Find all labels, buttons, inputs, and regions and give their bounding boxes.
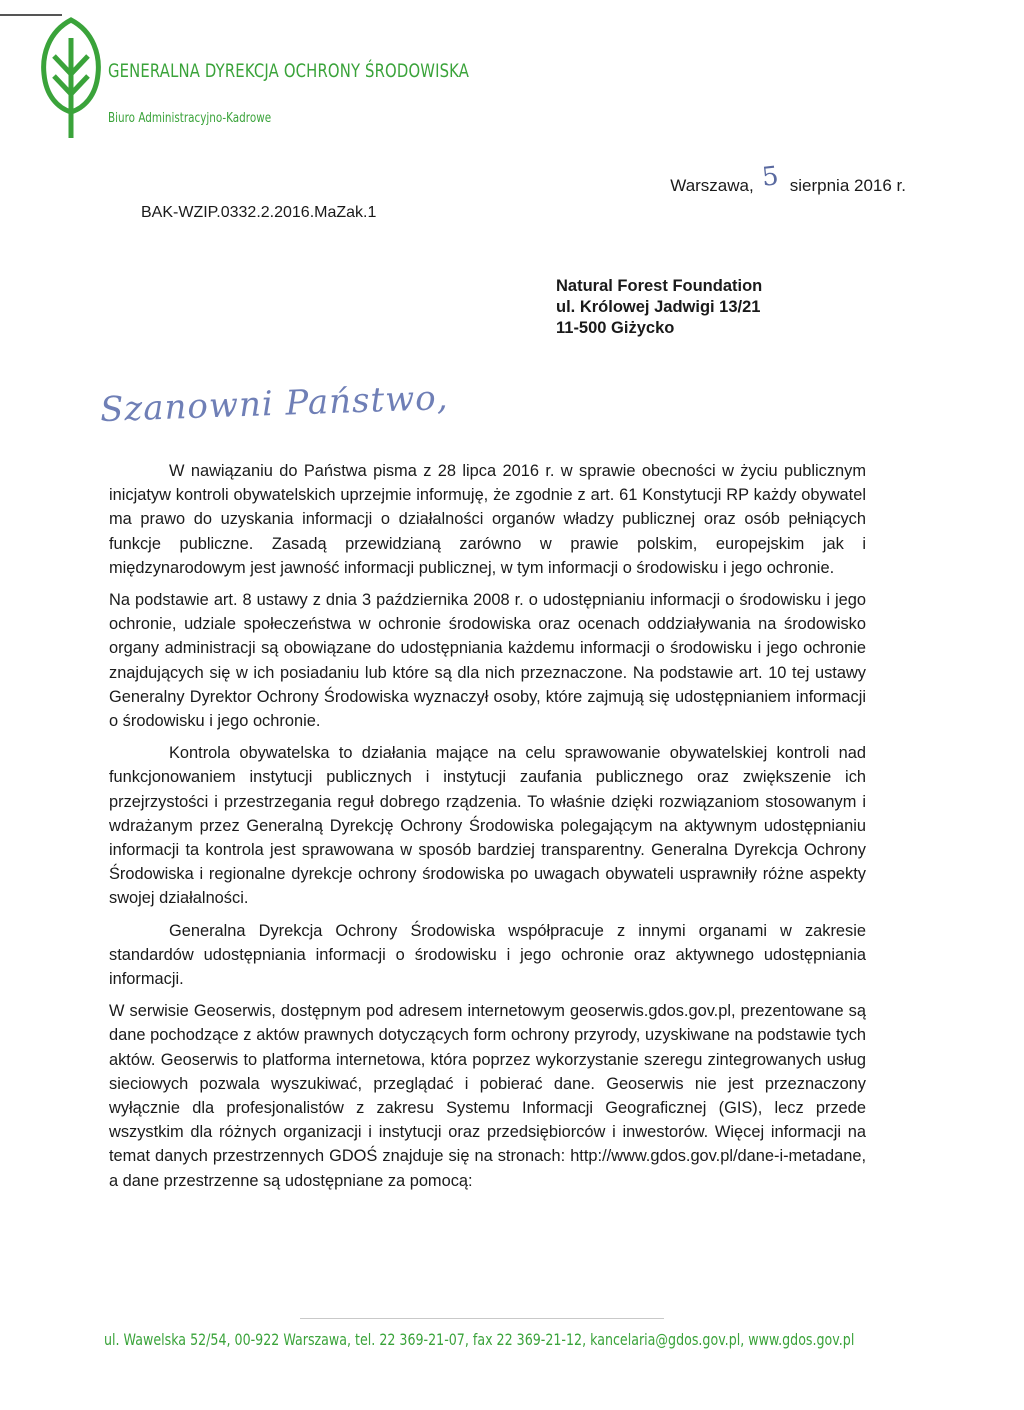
addressee-block: [556, 276, 762, 339]
paragraph: Na podstawie art. 8 ustawy z dnia 3 października 2008 r. o udostępnianiu informacji o środowisku i jego ochronie, udziale społeczeństwa w ochronie środowiska oraz ocenach oddziaływania na środowisko organy administracji są obowiązane do udostępniania każdemu informacji o środowisku i jego ochronie znajdujących się w ich posiadaniu lub które są dla nich przeznaczone. Na podstawie art. 10 tej ustawy Generalny Dyrektor Ochrony Środowiska wyznaczył osoby, które zajmują się udostępnianiem informacji o środowisku i jego ochronie.: [109, 591, 866, 731]
department-name: Biuro Administracyjno-Kadrowe: [108, 111, 272, 126]
letter-body: [109, 459, 866, 1201]
addressee-name: Natural Forest Foundation: [556, 277, 763, 295]
footer-divider: [300, 1318, 664, 1319]
date-month-year: sierpnia 2016 r.: [789, 176, 906, 195]
paragraph: W nawiązaniu do Państwa pisma z 28 lipca 2016 r. w sprawie obecności w życiu publicznym inicjatyw kontroli obywatelskich uprzejmie informuję, że zgodnie z art. 61 Konstytucji RP każdy obywatel ma prawo do uzyskania informacji o działalności organów władzy publicznej oraz osób pełniących funkcje publiczne. Zasadą przewidzianą zarówno w prawie polskim, europejskim jak i międzynarodowym jest jawność informacji publicznej, w tym informacji o środowisku i jego ochronie.: [109, 462, 866, 577]
paragraph: Kontrola obywatelska to działania mające na celu sprawowanie obywatelskiej kontroli nad funkcjonowaniem instytucji publicznych i instytucji zaufania publicznego oraz zwiększenie ich przejrzystości i przestrzegania reguł dobrego rządzenia. To właśnie dzięki rozwiązaniom stosowanym i wdrażanym przez Generalną Dyrekcję Ochrony Środowiska polegającym na aktywnym udostępnianiu informacji ta kontrola jest sprawowana w sposób bardziej transparentny. Generalna Dyrekcja Ochrony Środowiska i regionalne dyrekcje ochrony środowiska po uwagach obywateli usprawniły różne aspekty swojej działalności.: [109, 744, 866, 908]
addressee-city: 11-500 Giżycko: [556, 319, 675, 337]
leaf-logo-icon: [40, 16, 102, 140]
place-and-date: [670, 161, 906, 198]
organization-name: GENERALNA DYREKCJA OCHRONY ŚRODOWISKA: [108, 60, 470, 82]
date-day-handwritten: 5: [760, 161, 781, 193]
handwritten-salutation: Szanowni Państwo,: [99, 377, 450, 431]
paragraph: Generalna Dyrekcja Ochrony Środowiska współpracuje z innymi organami w zakresie standardów udostępniania informacji o środowisku i jego ochronie oraz aktywnego udostępniania informacji.: [109, 921, 866, 989]
reference-number: BAK-WZIP.0332.2.2016.MaZak.1: [141, 204, 377, 221]
footer-contact: ul. Wawelska 52/54, 00-922 Warszawa, tel. 22 369-21-07, fax 22 369-21-12, kancelaria@gdos.gov.pl, www.gdos.gov.pl: [104, 1330, 855, 1349]
date-city: Warszawa,: [670, 176, 754, 195]
paragraph: W serwisie Geoserwis, dostępnym pod adresem internetowym geoserwis.gdos.gov.pl, prezentowane są dane pochodzące z aktów prawnych dotyczących form ochrony przyrody, uzyskiwane na podstawie tych aktów. Geoserwis to platforma internetowa, która poprzez wykorzystanie szeregu zintegrowanych usług sieciowych pozwala wyszukiwać, przeglądać i pobierać dane. Geoserwis nie jest przeznaczony wyłącznie dla profesjonalistów z zakresu Systemu Informacji Geograficznej (GIS), lecz przede wszystkim dla różnych organizacji i instytucji oraz przedsiębiorców i inwestorów. Więcej informacji na temat danych przestrzennych GDOŚ znajduje się na stronach: http://www.gdos.gov.pl/dane-i-metadane, a dane przestrzenne są udostępniane za pomocą:: [109, 1002, 866, 1190]
addressee-street: ul. Królowej Jadwigi 13/21: [556, 298, 761, 316]
